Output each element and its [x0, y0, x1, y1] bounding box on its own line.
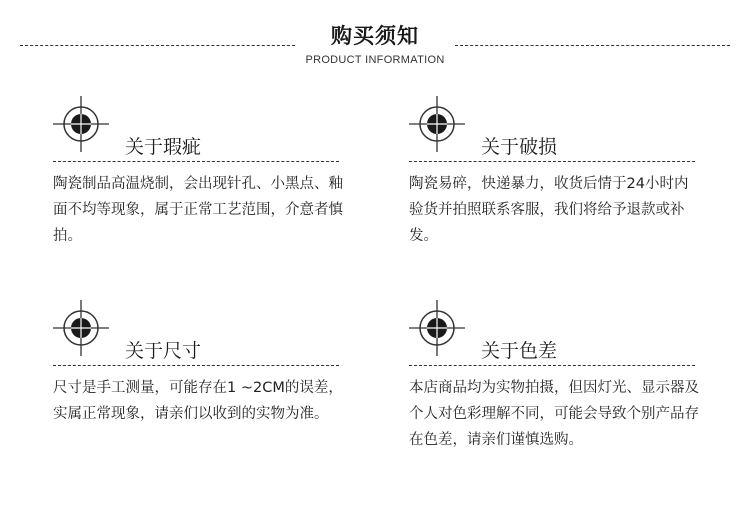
page-subtitle: PRODUCT INFORMATION: [305, 54, 445, 66]
header-divider-left: [20, 45, 295, 46]
card-title: 关于瑕疵: [125, 136, 202, 158]
crosshair-target-icon: [409, 96, 465, 152]
header-divider-right: [455, 45, 730, 46]
card-divider: [409, 161, 695, 162]
card-divider: [53, 365, 339, 366]
card-text: 本店商品均为实物拍摄，但因灯光、显示器及个人对色彩理解不同，可能会导致个别产品存在色差，请亲们谨慎选购。: [409, 380, 699, 448]
crosshair-target-icon: [409, 300, 465, 356]
card-text: 陶瓷易碎，快递暴力，收货后情于24小时内验货并拍照联系客服，我们将给予退款或补发。: [409, 176, 689, 244]
card-divider: [409, 365, 695, 366]
card-title: 关于破损: [481, 136, 558, 158]
crosshair-target-icon: [53, 300, 109, 356]
card-text: 陶瓷制品高温烧制，会出现针孔、小黑点、釉面不均等现象，属于正常工艺范围，介意者慎拍。: [53, 176, 343, 244]
card-title: 关于色差: [481, 340, 558, 362]
card-text: 尺寸是手工测量，可能存在1 ~2CM的误差，实属正常现象，请亲们以收到的实物为准。: [53, 380, 343, 422]
page-title: 购买须知: [331, 24, 419, 48]
card-title: 关于尺寸: [125, 340, 202, 362]
card-divider: [53, 161, 339, 162]
crosshair-target-icon: [53, 96, 109, 152]
